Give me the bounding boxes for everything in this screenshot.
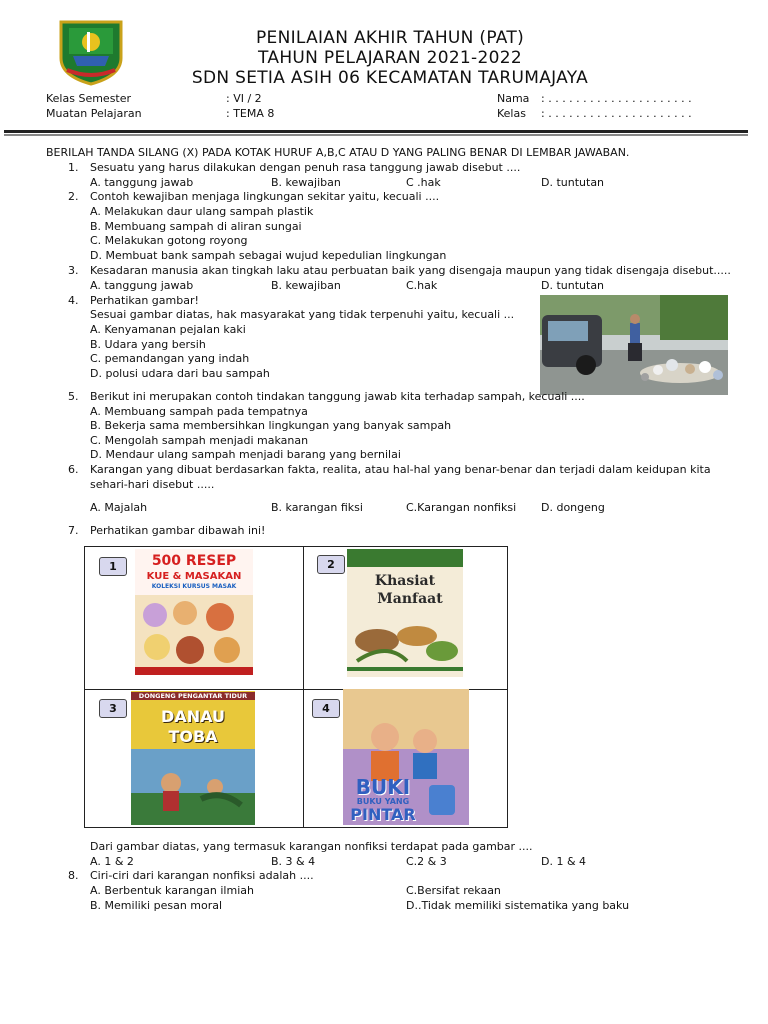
question-6-option-c: C.Karangan nonfiksi	[406, 501, 517, 514]
book-3-title-1: DANAU	[161, 707, 225, 726]
question-1-option-a: A. tanggung jawab	[90, 176, 194, 189]
book-2-top-band	[347, 549, 463, 567]
question-2-option-b: B. Membuang sampah di aliran sungai	[90, 220, 302, 233]
question-4-option-d: D. polusi udara dari bau sampah	[90, 367, 270, 380]
muatan-label: Muatan Pelajaran	[46, 107, 142, 120]
nama-label: Nama	[497, 92, 530, 105]
instruction: BERILAH TANDA SILANG (X) PADA KOTAK HURUF A,B,C ATAU D YANG PALING BENAR DI LEMBAR JAWABAN.	[46, 146, 630, 159]
question-8-option-b: B. Memiliki pesan moral	[90, 899, 223, 912]
question-8-number: 8.	[68, 869, 79, 882]
header-divider-shadow	[4, 134, 748, 136]
book-3-title-0: DONGENG PENGANTAR TIDUR	[131, 692, 255, 700]
question-4-option-a: A. Kenyamanan pejalan kaki	[90, 323, 246, 336]
grid-divider-vertical	[303, 547, 304, 827]
question-2-option-c: C. Melakukan gotong royong	[90, 234, 248, 247]
question-3-number: 3.	[68, 264, 79, 277]
question-4-text: Perhatikan gambar!	[90, 294, 199, 307]
question-7-text-2: Dari gambar diatas, yang termasuk karangan nonfiksi terdapat pada gambar ....	[90, 840, 533, 853]
header-divider	[4, 130, 748, 133]
question-2-text: Contoh kewajiban menjaga lingkungan sekitar yaitu, kecuali ....	[90, 190, 440, 203]
nama-field[interactable]: : . . . . . . . . . . . . . . . . . . . . .	[541, 92, 692, 105]
question-7-option-c: C.2 & 3	[406, 855, 447, 868]
question-3-option-b: B. kewajiban	[271, 279, 341, 292]
question-6-option-d: D. dongeng	[541, 501, 605, 514]
question-5-option-c: C. Mengolah sampah menjadi makanan	[90, 434, 309, 447]
book-2-cover	[347, 549, 463, 677]
question-1-option-c: C .hak	[406, 176, 441, 189]
muatan-value: : TEMA 8	[226, 107, 275, 120]
book-1-badge: 1	[99, 557, 127, 576]
question-6-option-a: A. Majalah	[90, 501, 148, 514]
question-3-option-a: A. tanggung jawab	[90, 279, 194, 292]
question-8-option-c: C.Bersifat rekaan	[406, 884, 501, 897]
question-2-option-a: A. Melakukan daur ulang sampah plastik	[90, 205, 314, 218]
question-7-text: Perhatikan gambar dibawah ini!	[90, 524, 266, 537]
question-7-number: 7.	[68, 524, 79, 537]
question-4-option-c: C. pemandangan yang indah	[90, 352, 250, 365]
kelas-semester-value: : VI / 2	[226, 92, 262, 105]
question-7-option-b: B. 3 & 4	[271, 855, 316, 868]
header-line-1: PENILAIAN AKHIR TAHUN (PAT)	[255, 28, 525, 48]
kelas-field[interactable]: : . . . . . . . . . . . . . . . . . . . . .	[541, 107, 692, 120]
question-5-number: 5.	[68, 390, 79, 403]
book-cover-grid	[84, 546, 508, 828]
question-3-option-d: D. tuntutan	[541, 279, 605, 292]
question-6-number: 6.	[68, 463, 79, 476]
book-2-badge: 2	[317, 555, 345, 574]
question-8-option-d: D..Tidak memiliki sistematika yang baku	[406, 899, 630, 912]
book-2-title-1: Khasiat	[374, 573, 436, 589]
book-1-title-3: KOLEKSI KURSUS MASAK	[151, 583, 237, 590]
school-logo	[55, 18, 127, 88]
book-1-food-illustration	[135, 595, 253, 675]
book-1-cover	[135, 549, 253, 675]
book-2-title-2: Manfaat	[377, 591, 443, 607]
question-7-option-a: A. 1 & 2	[90, 855, 134, 868]
question-6-text: Karangan yang dibuat berdasarkan fakta, realita, atau hal-hal yang benar-benar dan terjadi dalam keidupan kita	[90, 463, 711, 476]
book-4-title-1: BUKI	[355, 775, 411, 799]
book-3-cover	[131, 691, 255, 825]
question-1-option-d: D. tuntutan	[541, 176, 605, 189]
header-line-2: TAHUN PELAJARAN 2021-2022	[258, 48, 522, 68]
kelas-semester-label: Kelas Semester	[46, 92, 132, 105]
question-5-option-d: D. Mendaur ulang sampah menjadi barang yang bernilai	[90, 448, 401, 461]
question-3-text: Kesadaran manusia akan tingkah laku atau perbuatan baik yang disengaja maupun yang tidak disengaja disebut.....	[90, 264, 731, 277]
question-2-number: 2.	[68, 190, 79, 203]
question-6-option-b: B. karangan fiksi	[271, 501, 363, 514]
question-5-text: Berikut ini merupakan contoh tindakan tanggung jawab kita terhadap sampah, kecuali ....	[90, 390, 585, 403]
book-1-title-1: 500 RESEP	[151, 553, 237, 569]
question-8-text: Ciri-ciri dari karangan nonfiksi adalah ....	[90, 869, 314, 882]
question-4-text-2: Sesuai gambar diatas, hak masyarakat yang tidak terpenuhi yaitu, kecuali ...	[90, 308, 515, 321]
question-4-option-b: B. Udara yang bersih	[90, 338, 206, 351]
question-1-text: Sesuatu yang harus dilakukan dengan penuh rasa tanggung jawab disebut ....	[90, 161, 521, 174]
book-4-title-2: BUKU YANG	[356, 797, 410, 806]
question-1-number: 1.	[68, 161, 79, 174]
book-3-title-2: TOBA	[168, 727, 218, 746]
book-4-badge: 4	[312, 699, 340, 718]
question-8-option-a: A. Berbentuk karangan ilmiah	[90, 884, 254, 897]
question-4-number: 4.	[68, 294, 79, 307]
question-5-option-a: A. Membuang sampah pada tempatnya	[90, 405, 308, 418]
question-1-option-b: B. kewajiban	[271, 176, 341, 189]
question-3-option-c: C.hak	[406, 279, 438, 292]
header-line-3: SDN SETIA ASIH 06 KECAMATAN TARUMAJAYA	[191, 68, 589, 88]
question-5-option-b: B. Bekerja sama membersihkan lingkungan yang banyak sampah	[90, 419, 452, 432]
question-6-text-2: sehari-hari disebut .....	[90, 478, 215, 491]
book-3-lake-illustration	[131, 749, 255, 825]
question-7-option-d: D. 1 & 4	[541, 855, 587, 868]
book-1-title-2: KUE & MASAKAN	[146, 571, 242, 582]
question-2-option-d: D. Membuat bank sampah sebagai wujud kepedulian lingkungan	[90, 249, 447, 262]
book-4-cover	[343, 689, 469, 825]
book-3-badge: 3	[99, 699, 127, 718]
kelas-label: Kelas	[497, 107, 526, 120]
book-2-herbs-illustration	[347, 611, 463, 671]
book-4-title-3: PINTAR	[350, 805, 416, 824]
garbage-street-photo	[540, 295, 728, 395]
